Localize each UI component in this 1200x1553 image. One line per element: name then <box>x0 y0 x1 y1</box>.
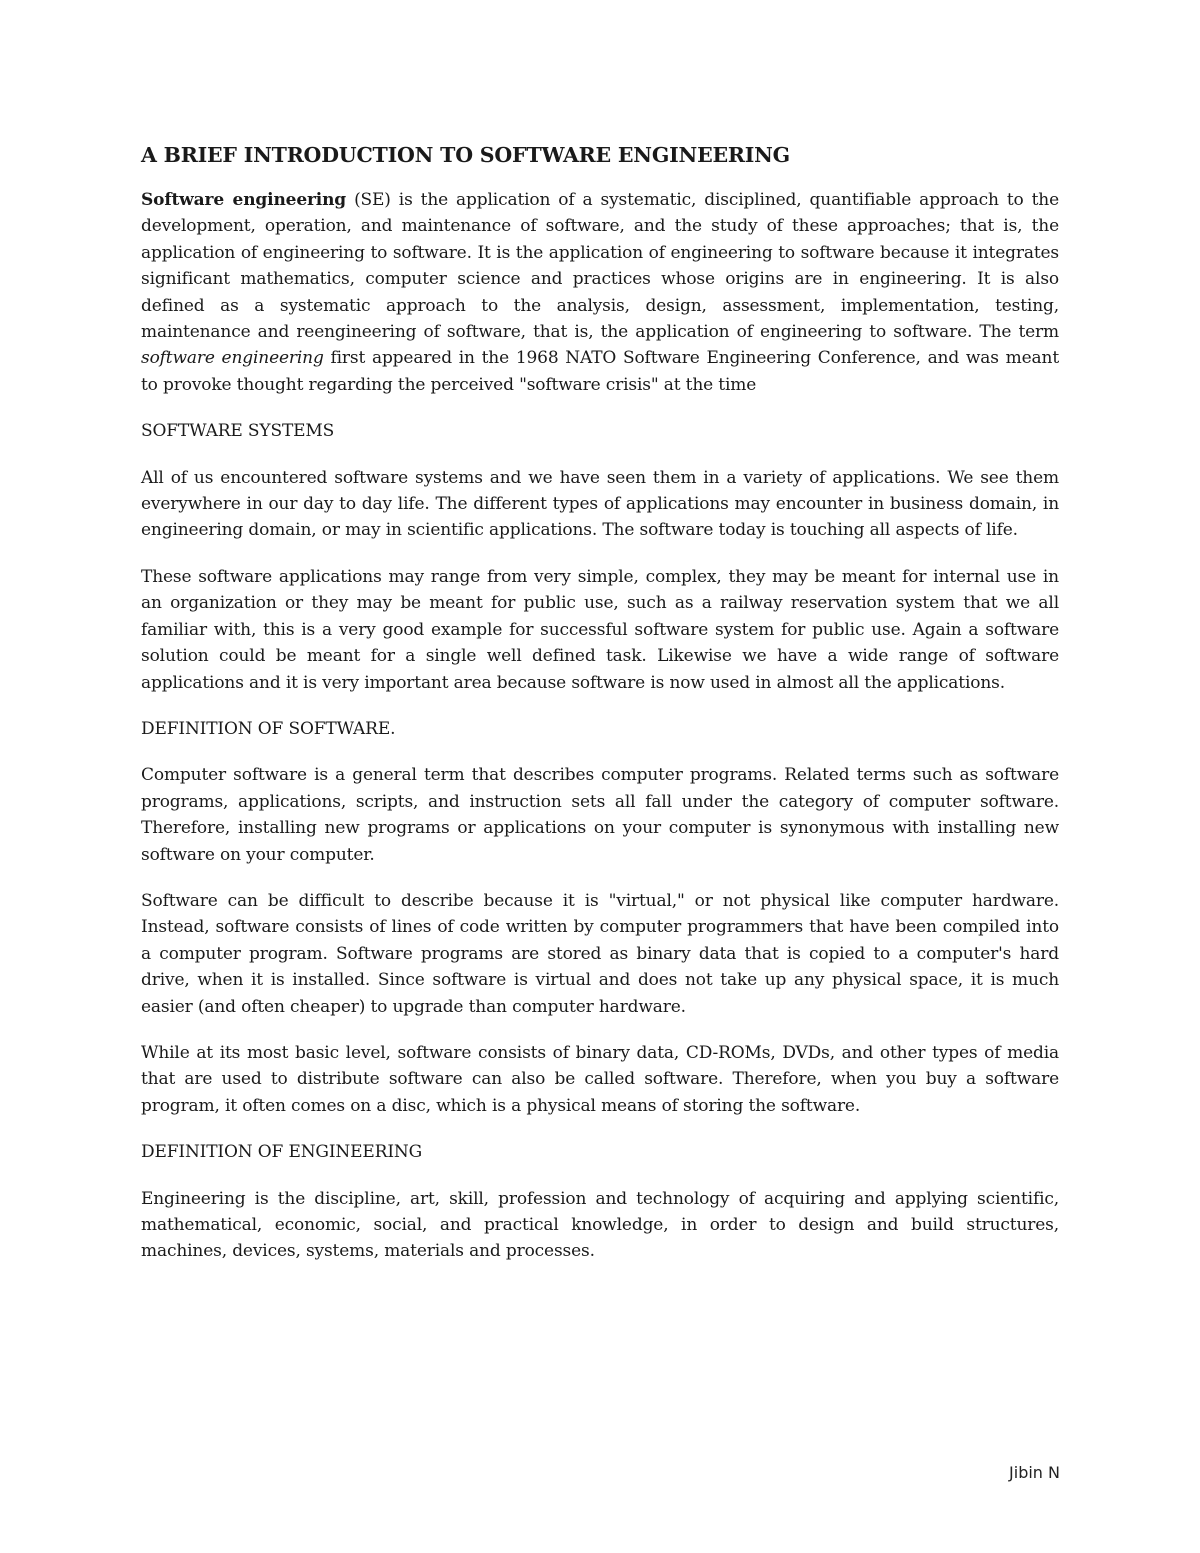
section-heading-software-systems: SOFTWARE SYSTEMS <box>141 421 335 442</box>
intro-term: Software engineering <box>141 190 347 210</box>
intro-italic-term: software engineering <box>141 348 324 369</box>
intro-text-a: (SE) is the application of a systematic, disciplined, quantifiable approach to the development, operation, and maintenance of software, and the study of these approaches; that is, the application of engineering to software. It is the application of engineering to software because it integrates significant mathematics, computer science and practices whose origins are in engineering. It is also defined as a systematic approach to the analysis, design, assessment, implementation, testing, maintenance and reengineering of software, that is, the application of engineering to software. The term <box>141 190 1060 343</box>
software-systems-paragraph-2: These software applications may range from very simple, complex, they may be meant for internal use in an organization or they may be meant for public use, such as a railway reservation system that we all familiar with, this is a very good example for successful software system for public use. Again a software solution could be meant for a single well defined task. Likewise we have a wide range of software applications and it is very important area because software is now used in almost all the applications. <box>141 566 1059 693</box>
document-body <box>141 140 1059 1285</box>
software-systems-paragraph-1: All of us encountered software systems and we have seen them in a variety of applications. We see them everywhere in our day to day life. The different types of applications may encounter in business domain, in engineering domain, or may in scientific applications. The software today is touching all aspects of life. <box>141 467 1059 541</box>
definition-software-paragraph-1: Computer software is a general term that describes computer programs. Related terms such as software programs, applications, scripts, and instruction sets all fall under the category of computer software. Therefore, installing new programs or applications on your computer is synonymous with installing new software on your computer. <box>141 765 1059 865</box>
intro-paragraph <box>141 187 1059 398</box>
section-heading-definition-of-engineering: DEFINITION OF ENGINEERING <box>141 1142 423 1163</box>
document-title: A BRIEF INTRODUCTION TO SOFTWARE ENGINEERING <box>141 143 790 167</box>
definition-software-paragraph-2: Software can be difficult to describe because it is "virtual," or not physical like computer hardware. Instead, software consists of lines of code written by computer programmers that have been compiled into a computer program. Software programs are stored as binary data that is copied to a computer's hard drive, when it is installed. Since software is virtual and does not take up any physical space, it is much easier (and often cheaper) to upgrade than computer hardware. <box>141 890 1059 1017</box>
footer-author: Jibin N <box>1009 1463 1060 1482</box>
definition-engineering-paragraph-1: Engineering is the discipline, art, skill, profession and technology of acquiring and applying scientific, mathematical, economic, social, and practical knowledge, in order to design and build structures, machines, devices, systems, materials and processes. <box>141 1188 1059 1262</box>
section-heading-definition-of-software: DEFINITION OF SOFTWARE. <box>141 718 396 739</box>
intro-text-b: first appeared in the 1968 NATO Software Engineering Conference, and was meant to provoke thought regarding the perceived "software crisis" at the time <box>141 348 1059 395</box>
definition-software-paragraph-3: While at its most basic level, software consists of binary data, CD-ROMs, DVDs, and other types of media that are used to distribute software can also be called software. Therefore, when you buy a software program, it often comes on a disc, which is a physical means of storing the software. <box>141 1042 1059 1116</box>
